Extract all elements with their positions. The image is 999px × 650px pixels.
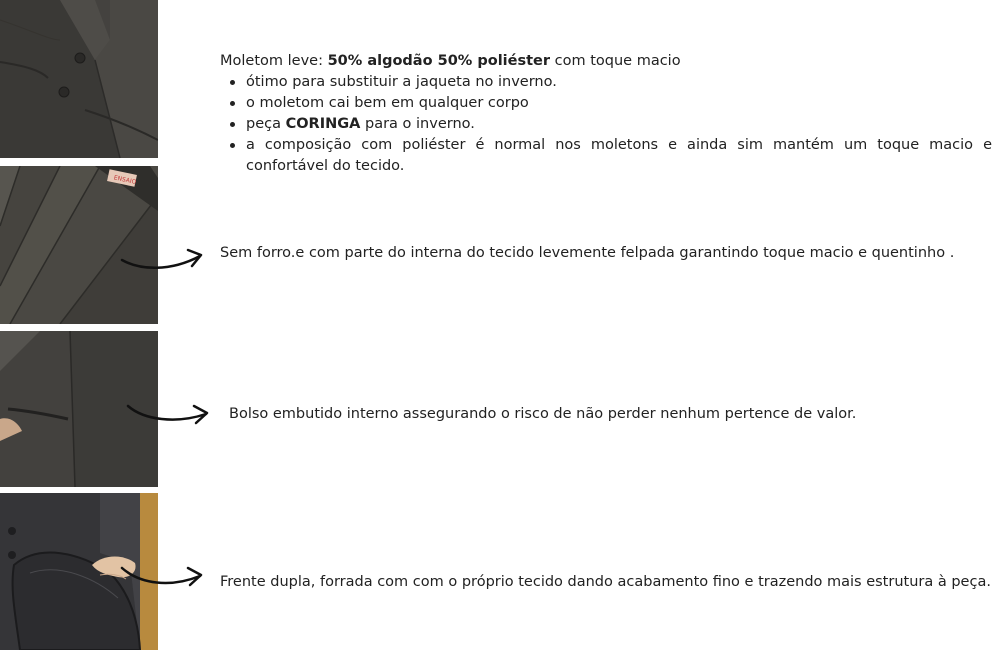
feature-list — [220, 72, 992, 177]
composition-intro: Moletom leve: 50% algodão 50% poliéster com toque macio — [220, 53, 681, 69]
double-front-description: Frente dupla, forrada com com o próprio tecido dando acabamento fino e trazendo mais estrutura à peça. — [220, 574, 991, 590]
pocket-description: Bolso embutido interno assegurando o risco de não perder nenhum pertence de valor. — [229, 406, 857, 422]
curved-arrow-icon — [120, 240, 210, 280]
composition-section — [220, 51, 992, 177]
list-item: a composição com poliéster é normal nos moletons e ainda sim mantém um toque macio e confortável do tecido. — [220, 135, 992, 177]
jacket-front-photo-icon — [0, 0, 158, 158]
svg-text:ENSAIO: ENSAIO — [113, 174, 137, 186]
list-item: ótimo para substituir a jaqueta no inverno. — [220, 72, 992, 93]
list-item: peça CORINGA para o inverno. — [220, 114, 992, 135]
lining-description: Sem forro.e com parte do interna do tecido levemente felpada garantindo toque macio e quentinho . — [220, 245, 955, 261]
jacket-front-photo — [0, 0, 158, 158]
curved-arrow-icon — [126, 398, 216, 438]
list-item: o moletom cai bem em qualquer corpo — [220, 93, 992, 114]
curved-arrow-icon — [120, 560, 210, 600]
